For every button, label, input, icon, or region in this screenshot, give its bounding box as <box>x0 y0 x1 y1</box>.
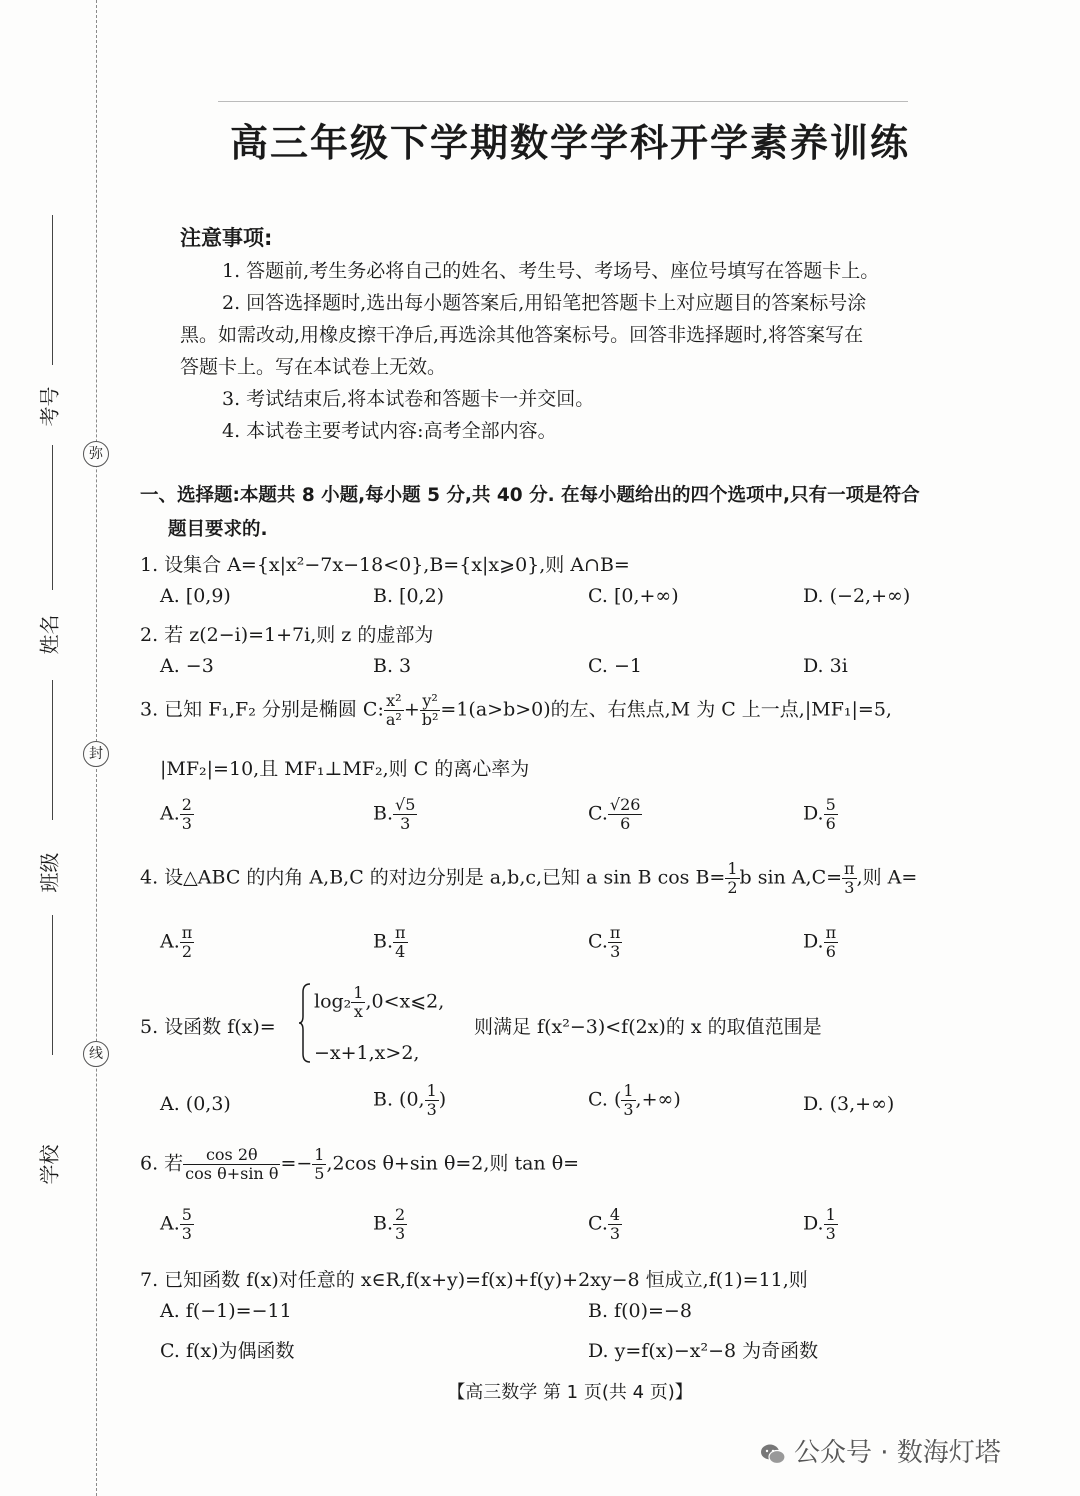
q5-brace <box>298 982 312 1064</box>
question-6: 6. 若 $\frac{\cos 2\theta}{\text{cos θ+sin θ}}$ =− $\frac{1}{5}$ ,2cos θ+sin θ=2,则 tan θ= <box>140 1145 580 1183</box>
q5-option-a: A. (0,3) <box>160 1093 231 1115</box>
q3-option-a: A. $\frac{2}{3}$ <box>160 795 192 833</box>
blank-line-school <box>52 915 53 1055</box>
q5-option-d: D. (3,+∞) <box>803 1093 895 1115</box>
notice-item: 答题卡上。写在本试卷上无效。 <box>180 356 447 378</box>
seal-char-mi: 弥 <box>83 441 109 467</box>
q5-option-b: B. (0, $\frac{1}{3}$ ) <box>373 1081 447 1119</box>
q1-option-d: D. (−2,+∞) <box>803 585 911 607</box>
section-heading: 一、选择题:本题共 8 小题,每小题 5 分,共 40 分. 在每小题给出的四个选项中,只有一项是符合 <box>140 485 920 506</box>
q2-option-a: A. −3 <box>160 655 214 677</box>
label-class: 班级 <box>37 852 62 893</box>
q5-case-2: −x+1,x>2, <box>314 1042 420 1064</box>
q6-option-b: B. $\frac{2}{3}$ <box>373 1205 406 1243</box>
q3-option-d: D. $\frac{5}{6}$ <box>803 795 836 833</box>
q4-option-c: C. $\frac{\pi}{3}$ <box>588 923 621 961</box>
q4-option-a: A. $\frac{\pi}{2}$ <box>160 923 193 961</box>
q7-option-b: B. f(0)=−8 <box>588 1300 692 1322</box>
question-5-stem-b: 则满足 f(x²−3)<f(2x)的 x 的取值范围是 <box>474 1016 822 1038</box>
q2-option-c: C. −1 <box>588 655 642 677</box>
q6-option-c: C. $\frac{4}{3}$ <box>588 1205 621 1243</box>
watermark-text: 公众号 · 数海灯塔 <box>794 1438 1001 1468</box>
question-5-stem-a: 5. 设函数 f(x)= <box>140 1016 276 1038</box>
question-4: 4. 设△ABC 的内角 A,B,C 的对边分别是 a,b,c,已知 a sin B cos B= $\frac{1}{2}$ b sin A,C= $\frac{\pi}{3}$ ,则 A= <box>140 859 918 897</box>
q3-option-c: C. $\frac{√26}{6}$ <box>588 795 641 833</box>
q7-option-a: A. f(−1)=−11 <box>160 1300 292 1322</box>
title-rule <box>218 101 908 102</box>
wechat-icon <box>760 1443 786 1465</box>
q6-option-a: A. $\frac{5}{3}$ <box>160 1205 192 1243</box>
notice-item: 黑。如需改动,用橡皮擦干净后,再选涂其他答案标号。回答非选择题时,将答案写在 <box>180 324 864 346</box>
question-3-cont: |MF₂|=10,且 MF₁⊥MF₂,则 C 的离心率为 <box>160 758 530 780</box>
label-exam-number: 考号 <box>37 386 62 427</box>
page-title: 高三年级下学期数学学科开学素养训练 <box>229 121 910 165</box>
q5-option-c: C. ( $\frac{1}{3}$ ,+∞) <box>588 1081 681 1119</box>
question-3: 3. 已知 F₁,F₂ 分别是椭圆 C: $\frac{\text{x²}}{\text{a²}}$ + $\frac{\text{y²}}{\text{b²}}$ =1(a>b>0)的左、右焦点,M 为 C 上一点,|MF₁|=5, <box>140 691 892 729</box>
label-name: 姓名 <box>37 614 62 655</box>
q1-option-a: A. [0,9) <box>160 585 231 607</box>
q1-option-b: B. [0,2) <box>373 585 445 607</box>
notice-heading: 注意事项: <box>180 226 273 250</box>
notice-item: 4. 本试卷主要考试内容:高考全部内容。 <box>222 420 557 442</box>
question-2: 2. 若 z(2−i)=1+7i,则 z 的虚部为 <box>140 624 434 646</box>
label-school: 学校 <box>37 1144 62 1185</box>
watermark <box>760 1432 1001 1469</box>
q5-case-1: log₂ $\frac{1}{x}$ ,0<x⩽2, <box>314 983 445 1021</box>
q3-frac-x: $\frac{\text{x²}}{\text{a²}}$ <box>385 691 402 729</box>
q4-option-d: D. $\frac{\pi}{6}$ <box>803 923 837 961</box>
q2-option-b: B. 3 <box>373 655 412 677</box>
q1-option-c: C. [0,+∞) <box>588 585 679 607</box>
q4-option-b: B. $\frac{\pi}{4}$ <box>373 923 406 961</box>
section-heading-cont: 题目要求的. <box>168 519 268 540</box>
q7-option-c: C. f(x)为偶函数 <box>160 1340 295 1362</box>
seal-char-feng: 封 <box>83 741 109 767</box>
question-7: 7. 已知函数 f(x)对任意的 x∈R,f(x+y)=f(x)+f(y)+2xy−8 恒成立,f(1)=11,则 <box>140 1269 808 1291</box>
notice-item: 1. 答题前,考生务必将自己的姓名、考生号、考场号、座位号填写在答题卡上。 <box>222 260 880 282</box>
page-footer: 【高三数学 第 1 页(共 4 页)】 <box>447 1382 693 1403</box>
blank-line-exam-number <box>52 215 53 365</box>
notice-item: 2. 回答选择题时,选出每小题答案后,用铅笔把答题卡上对应题目的答案标号涂 <box>222 292 867 314</box>
blank-line-class <box>52 680 53 820</box>
q7-option-d: D. y=f(x)−x²−8 为奇函数 <box>588 1340 819 1362</box>
question-1: 1. 设集合 A={x|x²−7x−18<0},B={x|x⩾0},则 A∩B= <box>140 554 630 576</box>
blank-line-name <box>52 445 53 590</box>
seal-char-xian: 线 <box>83 1041 109 1067</box>
q3-stem-b: =1(a>b>0)的左、右焦点,M 为 C 上一点,|MF₁|=5, <box>440 698 892 721</box>
notice-item: 3. 考试结束后,将本试卷和答题卡一并交回。 <box>222 388 595 410</box>
q6-option-d: D. $\frac{1}{3}$ <box>803 1205 836 1243</box>
q3-frac-y: $\frac{\text{y²}}{\text{b²}}$ <box>421 691 439 729</box>
q3-stem-a: 3. 已知 F₁,F₂ 分别是椭圆 C: <box>140 698 384 721</box>
q3-option-b: B. $\frac{√5}{3}$ <box>373 795 416 833</box>
q2-option-d: D. 3i <box>803 655 848 677</box>
